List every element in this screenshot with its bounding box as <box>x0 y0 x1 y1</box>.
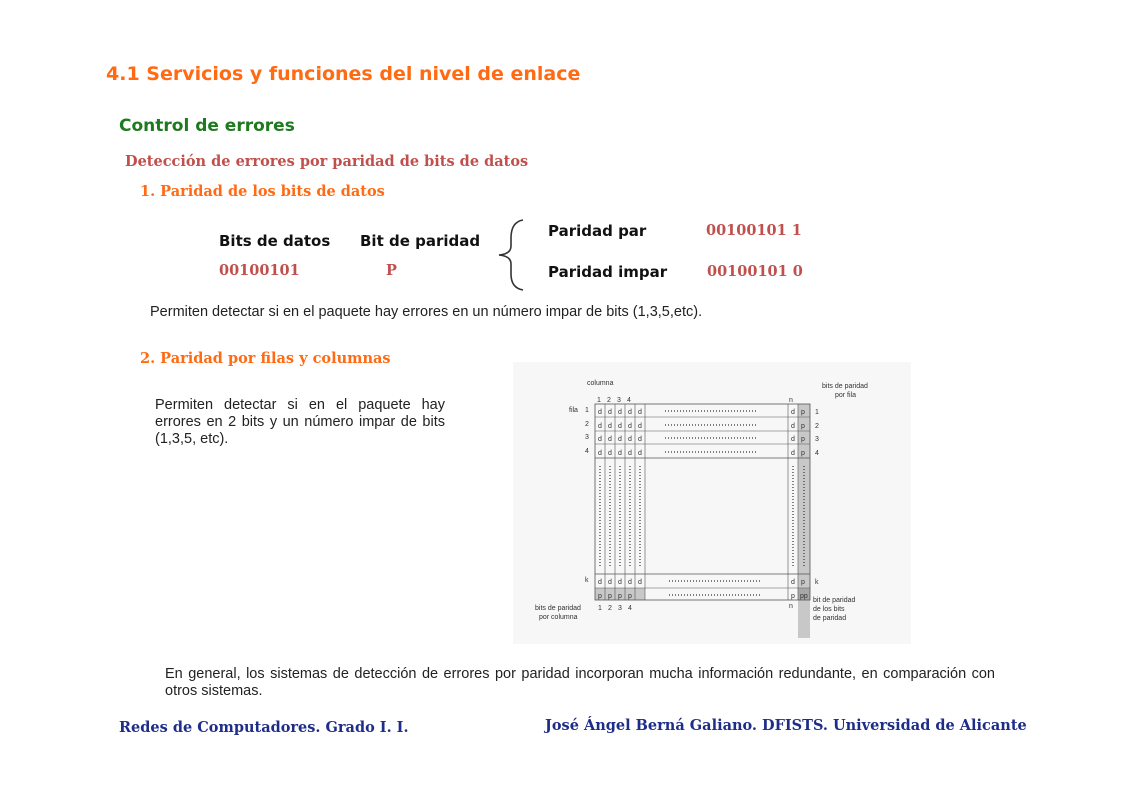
svg-text:d: d <box>791 450 795 457</box>
col-parity-label-1: bits de paridad <box>535 605 581 612</box>
svg-text:d: d <box>628 436 632 443</box>
col-last: n <box>789 397 793 404</box>
row-last-right: k <box>815 579 819 586</box>
bits-label: Bits de datos <box>219 232 331 250</box>
svg-text:d: d <box>598 409 602 416</box>
parity-matrix-figure <box>513 362 911 644</box>
col-label: columna <box>587 380 614 387</box>
section-heading: Control de errores <box>119 116 295 136</box>
svg-text:d: d <box>791 436 795 443</box>
svg-text:d: d <box>618 450 622 457</box>
svg-text:1: 1 <box>598 605 602 612</box>
col-number: 1 <box>597 397 601 404</box>
row-parity-label-2: por fila <box>835 392 857 399</box>
svg-text:d: d <box>618 423 622 430</box>
data-cells-top <box>598 409 805 457</box>
col-parity-label-2: por columna <box>539 614 578 621</box>
svg-text:d: d <box>618 409 622 416</box>
svg-text:p: p <box>608 593 612 600</box>
footer-left: Redes de Computadores. Grado I. I. <box>119 719 409 736</box>
svg-text:2: 2 <box>815 423 819 430</box>
svg-text:d: d <box>638 450 642 457</box>
footer-right: José Ángel Berná Galiano. DFISTS. Universidad de Alicante <box>545 717 1027 734</box>
svg-text:d: d <box>608 579 612 586</box>
svg-text:d: d <box>608 409 612 416</box>
item1-heading: 1. Paridad de los bits de datos <box>140 183 385 200</box>
even-value: 00100101 1 <box>706 222 802 239</box>
curly-brace <box>495 216 535 294</box>
svg-text:p: p <box>801 436 805 443</box>
row-number: 4 <box>585 448 589 455</box>
row-number: 3 <box>585 434 589 441</box>
svg-text:p: p <box>801 579 805 586</box>
svg-text:p: p <box>801 423 805 430</box>
svg-text:p: p <box>801 450 805 457</box>
svg-text:2: 2 <box>608 605 612 612</box>
row-number: 2 <box>585 421 589 428</box>
svg-text:pp: pp <box>800 593 808 600</box>
svg-text:d: d <box>618 579 622 586</box>
svg-text:p: p <box>618 593 622 600</box>
svg-text:d: d <box>598 423 602 430</box>
svg-text:d: d <box>628 409 632 416</box>
svg-text:n: n <box>789 603 793 610</box>
item2-text: Permiten detectar si en el paquete hay errores en 2 bits y un número impar de bits (1,3,5, etc). <box>155 397 445 447</box>
svg-text:d: d <box>638 436 642 443</box>
page-title: 4.1 Servicios y funciones del nivel de enlace <box>106 63 581 85</box>
odd-label: Paridad impar <box>548 263 668 281</box>
parity-value: P <box>386 262 397 279</box>
item2-heading: 2. Paridad por filas y columnas <box>140 350 391 367</box>
row-label: fila <box>569 407 578 414</box>
svg-text:d: d <box>791 423 795 430</box>
svg-text:p: p <box>628 593 632 600</box>
svg-text:p: p <box>791 593 795 600</box>
svg-text:d: d <box>608 423 612 430</box>
svg-text:p: p <box>801 409 805 416</box>
pp-label-2: de los bits <box>813 606 845 613</box>
svg-text:d: d <box>638 409 642 416</box>
col-number: 4 <box>627 397 631 404</box>
svg-text:d: d <box>608 450 612 457</box>
svg-text:d: d <box>598 579 602 586</box>
svg-text:d: d <box>791 409 795 416</box>
row-parity-label-1: bits de paridad <box>822 383 868 390</box>
svg-text:4: 4 <box>815 450 819 457</box>
svg-text:3: 3 <box>815 436 819 443</box>
item1-note: Permiten detectar si en el paquete hay errores en un número impar de bits (1,3,5,etc). <box>150 304 703 320</box>
odd-value: 00100101 0 <box>707 263 803 280</box>
pp-label-3: de paridad <box>813 615 847 622</box>
svg-text:1: 1 <box>815 409 819 416</box>
even-label: Paridad par <box>548 222 647 240</box>
svg-text:d: d <box>598 436 602 443</box>
svg-text:d: d <box>638 423 642 430</box>
svg-text:d: d <box>638 579 642 586</box>
row-number: 1 <box>585 407 589 414</box>
svg-text:3: 3 <box>618 605 622 612</box>
svg-text:d: d <box>628 450 632 457</box>
col-number: 2 <box>607 397 611 404</box>
subsection-heading: Detección de errores por paridad de bits de datos <box>125 153 529 170</box>
pp-label-1: bit de paridad <box>813 597 856 604</box>
svg-text:d: d <box>791 579 795 586</box>
svg-text:4: 4 <box>628 605 632 612</box>
svg-text:d: d <box>628 423 632 430</box>
svg-text:d: d <box>608 436 612 443</box>
svg-text:d: d <box>618 436 622 443</box>
row-last: k <box>585 577 589 584</box>
parity-label: Bit de paridad <box>360 232 481 250</box>
svg-text:d: d <box>628 579 632 586</box>
svg-text:p: p <box>598 593 602 600</box>
conclusion-text: En general, los sistemas de detección de errores por paridad incorporan mucha información redundante, en comparación con otros sistemas. <box>165 666 995 699</box>
col-number: 3 <box>617 397 621 404</box>
bits-value: 00100101 <box>219 262 300 279</box>
svg-text:d: d <box>598 450 602 457</box>
